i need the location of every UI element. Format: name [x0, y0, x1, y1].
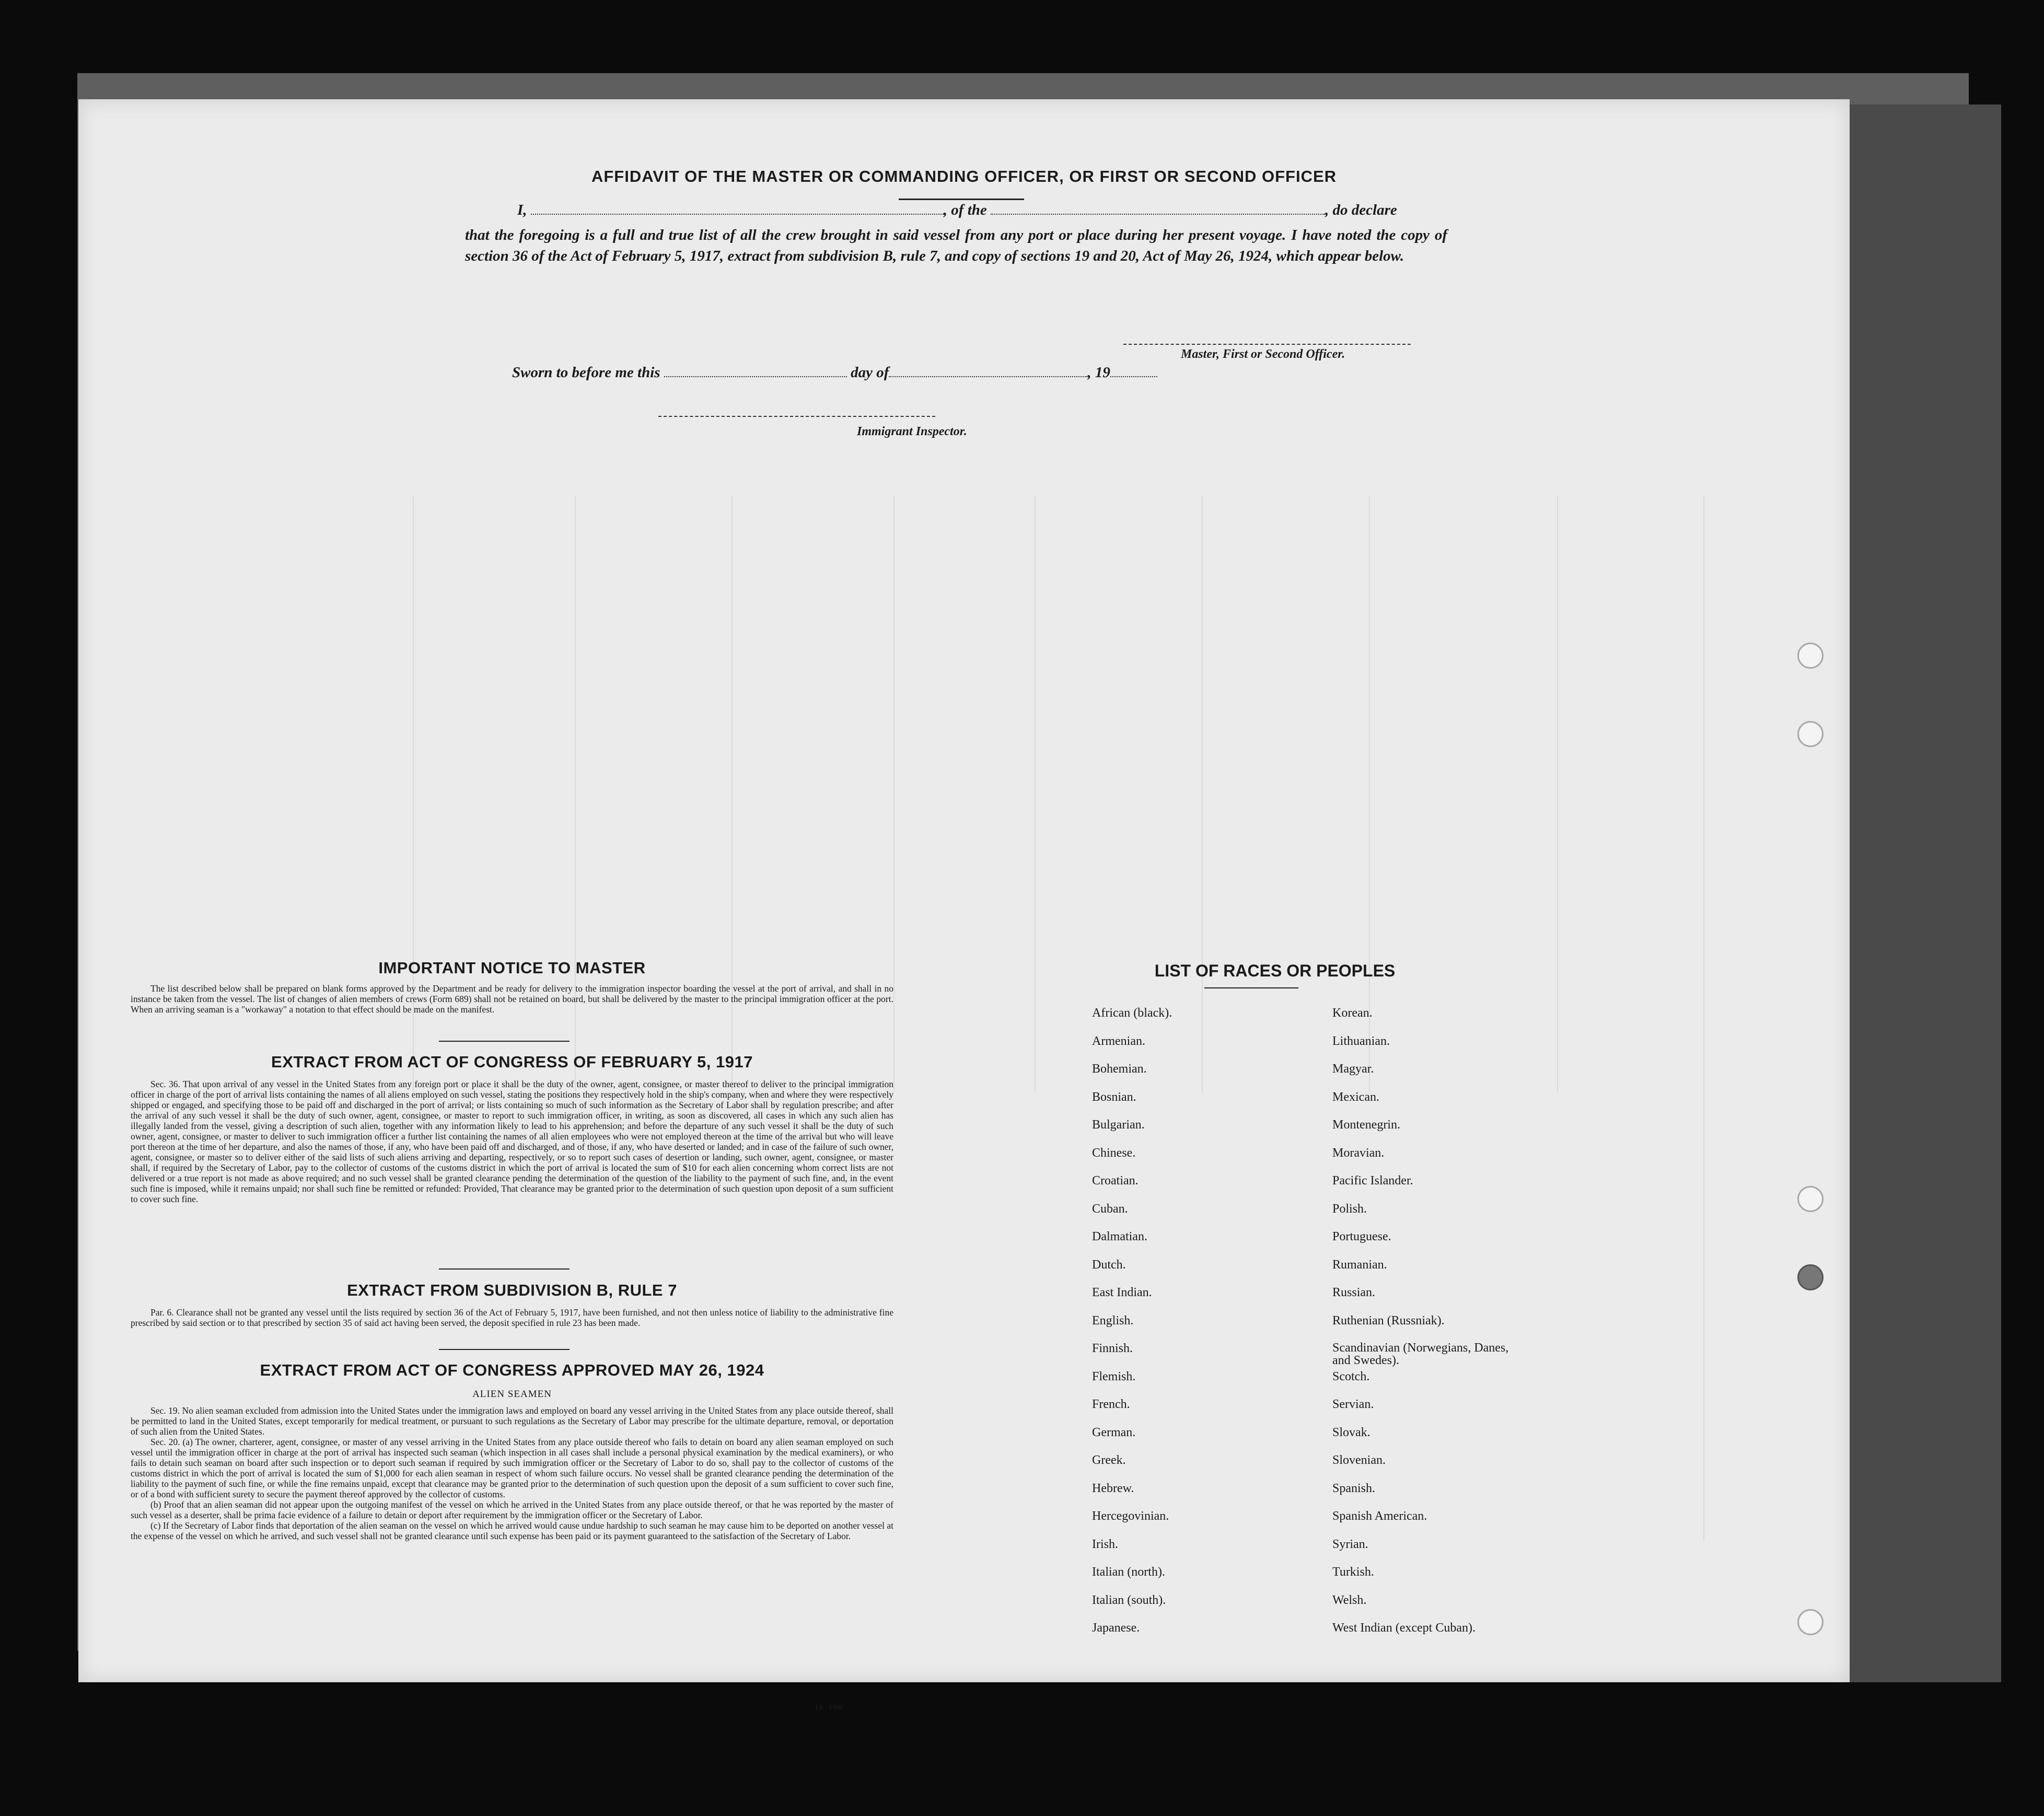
- race-item: African (black).: [1092, 1006, 1172, 1020]
- affidavit-line1: [517, 200, 1397, 220]
- punch-hole: [1797, 721, 1824, 747]
- race-item: Cuban.: [1092, 1202, 1128, 1216]
- sworn-line: [512, 362, 1157, 383]
- race-item: Turkish.: [1332, 1565, 1374, 1579]
- race-item: Scandinavian (Norwegians, Danes, and Swedes).: [1332, 1341, 1509, 1367]
- bleed-rule: [1557, 496, 1558, 1092]
- extract-1917-title: EXTRACT FROM ACT OF CONGRESS OF FEBRUARY 5, 1917: [271, 1053, 753, 1071]
- race-item: Bulgarian.: [1092, 1118, 1145, 1132]
- section-rule: [439, 1041, 570, 1042]
- race-item: German.: [1092, 1425, 1136, 1439]
- race-item: Magyar.: [1332, 1062, 1374, 1076]
- race-item: Mexican.: [1332, 1090, 1379, 1104]
- race-item: Finnish.: [1092, 1342, 1133, 1355]
- bleed-rule: [1369, 496, 1370, 1092]
- race-item: Lithuanian.: [1332, 1034, 1390, 1048]
- race-item: Japanese.: [1092, 1621, 1140, 1635]
- alien-seamen-subtitle: ALIEN SEAMEN: [472, 1389, 552, 1400]
- race-item: Welsh.: [1332, 1593, 1367, 1607]
- bleed-rule: [1703, 496, 1704, 1541]
- race-item: Hebrew.: [1092, 1481, 1134, 1495]
- notice-title: IMPORTANT NOTICE TO MASTER: [378, 959, 646, 977]
- extract-1924-text: [131, 1405, 893, 1541]
- race-item: Croatian.: [1092, 1174, 1139, 1188]
- affidavit-title: AFFIDAVIT OF THE MASTER OR COMMANDING OFFICER, OR FIRST OR SECOND OFFICER: [591, 167, 1337, 185]
- section-rule: [439, 1349, 570, 1350]
- section-19-paragraph: Sec. 19. No alien seaman excluded from admission into the United States under the immigration laws and employed on board any vessel arriving in the United States from any place outside thereof, shall be permitted to land in the United States, except temporarily for medical treatment, or pursuant to such regulations as the Secretary of Labor may prescribe for the ultimate departure, removal, or deportation of such alien from the United States.: [131, 1405, 893, 1437]
- race-item: Spanish.: [1332, 1481, 1376, 1495]
- race-item: Korean.: [1332, 1006, 1373, 1020]
- master-signature-line[interactable]: [1123, 343, 1411, 345]
- sworn-year-blank[interactable]: [1110, 376, 1157, 377]
- manifest-sheet: [78, 99, 1850, 1711]
- notice-text: [131, 983, 893, 1015]
- races-rule: [1204, 987, 1298, 988]
- bleed-rule: [1035, 496, 1036, 1092]
- race-item: Flemish.: [1092, 1369, 1136, 1383]
- race-item: Slovak.: [1332, 1425, 1371, 1439]
- race-item: East Indian.: [1092, 1286, 1152, 1299]
- sworn-month-blank[interactable]: [889, 376, 1087, 377]
- sworn-prefix: Sworn to before me this: [512, 364, 660, 381]
- form-number: 14—1360: [815, 1703, 842, 1711]
- bleed-rule: [893, 496, 895, 1092]
- race-item: Hercegovinian.: [1092, 1509, 1169, 1523]
- race-item: Bohemian.: [1092, 1062, 1147, 1076]
- race-item: Greek.: [1092, 1453, 1126, 1467]
- race-item: French.: [1092, 1398, 1130, 1411]
- affidavit-body: that the foregoing is a full and true list of all the crew brought in said vessel from any port or place during her present voyage. I have noted the copy of section 36 of the Act of February 5, 1917, extract from subdivision B, rule 7, and copy of sections 19 and 20, Act of May 26, 1924, which appear below.: [465, 227, 1447, 264]
- inspector-label: Immigrant Inspector.: [857, 425, 967, 438]
- par6-paragraph: Par. 6. Clearance shall not be granted any vessel until the lists required by section 36 of the Act of February 5, 1917, have been furnished, and not then unless notice of liability to the administrative fine prescribed by said section or to that prescribed by section 35 of said act having been served, the deposit specified in rule 23 has been made.: [131, 1307, 893, 1328]
- sworn-day-label: day of: [851, 364, 889, 381]
- race-item: Dutch.: [1092, 1258, 1126, 1272]
- sworn-day-blank[interactable]: [664, 376, 847, 377]
- race-item: Moravian.: [1332, 1146, 1385, 1160]
- inspector-signature-line[interactable]: [658, 415, 935, 417]
- rule7-title: EXTRACT FROM SUBDIVISION B, RULE 7: [347, 1281, 677, 1299]
- vessel-blank[interactable]: [991, 213, 1325, 215]
- race-item: Dalmatian.: [1092, 1230, 1147, 1243]
- race-item: Portuguese.: [1332, 1230, 1391, 1243]
- affidavit-of-the: , of the: [943, 202, 987, 218]
- race-item: Ruthenian (Russniak).: [1332, 1313, 1445, 1328]
- race-item: Russian.: [1332, 1286, 1376, 1299]
- race-item: Slovenian.: [1332, 1453, 1386, 1467]
- sworn-year-label: , 19: [1087, 364, 1110, 381]
- name-blank[interactable]: [531, 213, 944, 215]
- race-item: Scotch.: [1332, 1369, 1370, 1383]
- section-rule: [439, 1268, 570, 1270]
- race-item: Servian.: [1332, 1398, 1374, 1411]
- race-item: Irish.: [1092, 1537, 1118, 1551]
- section-20a-paragraph: Sec. 20. (a) The owner, charterer, agent, consignee, or master of any vessel arriving in the United States from any place outside thereof who fails to detain on board any alien seaman employed on such vessel until the immigration officer in charge at the port of arrival has inspected such seaman (which inspection in all cases shall include a personal physical examination by the medical examiners), or who fails to detain such seaman on board after such inspection or to deport such seaman if required by such immigration officer or the Secretary of Labor to do so, shall pay to the collector of customs of the customs district in which the port of arrival is located the sum of $1,000 for each alien seaman in respect of whom such failure occurs. No vessel shall be granted clearance pending the determination of the liability to the payment of such fine, or while the fine remains unpaid, except that clearance may be granted prior to the determination of such question upon the deposit of a sum sufficient to cover such fine, or of a bond with sufficient surety to secure the payment thereof approved by the collector of customs.: [131, 1437, 893, 1499]
- extract-1917-text: [131, 1079, 893, 1204]
- bleed-rule: [1202, 496, 1203, 1092]
- affidavit-i: I,: [517, 202, 527, 218]
- extract-1924-title: EXTRACT FROM ACT OF CONGRESS APPROVED MAY 26, 1924: [260, 1361, 764, 1379]
- race-item: Italian (north).: [1092, 1565, 1165, 1579]
- section-36-paragraph: Sec. 36. That upon arrival of any vessel in the United States from any foreign port or place it shall be the duty of the owner, agent, consignee, or master thereof to deliver to the principal immigration officer in charge of the port of arrival lists containing the names of all aliens employed on such vessel, stating the positions they respectively hold in the ship's company, when and where they were respectively shipped or engaged, and specifying those to be paid off and discharged in the port of arrival; or lists containing so much of such information as the Secretary of Labor shall by regulation prescribe; and after the arrival of any such vessel it shall be the duty of such owner, agent, consignee, or master to report to such immigration officer, in writing, as soon as discovered, all cases in which any such alien has illegally landed from the vessel, giving a description of such alien, together with any information likely to lead to his apprehension; and before the departure of any such vessel it shall be the duty of such owner, agent, consignee, or master to deliver to such immigration officer a further list containing the names of all alien employees who were not employed thereon at the time of the arrival but who will leave port thereon at the time of her departure, and also the names of those, if any, who have been paid off and discharged, and of those, if any, who have deserted or landed; and in case of the failure of such owner, agent, consignee, or master so to deliver either of the said lists of such aliens arriving and departing, respectively, or so to report such cases of desertion or landing, such owner, agent, consignee, or master shall, if required by the Secretary of Labor, pay to the collector of customs of the customs district in which the port of arrival is located the sum of $10 for each alien concerning whom correct lists are not delivered or a true report is not made as above required; and no such vessel shall be granted clearance pending the determination of the question of the liability to the payment of such fine, and, in the event such fine is imposed, while it remains unpaid; nor shall such fine be remitted or refunded: Provided, That clearance may be granted prior to the determination of such question upon deposit of a sum sufficient to cover such fine.: [131, 1079, 893, 1204]
- punch-hole: [1797, 643, 1824, 669]
- section-20c-paragraph: (c) If the Secretary of Labor finds that deportation of the alien seaman on the vessel on which he arrived would cause undue hardship to such seaman he may cause him to be deported on another vessel at the expense of the vessel on which he arrived, and such vessel shall not be granted clearance until such expense has been paid or its payment guaranteed to the satisfaction of the Secretary of Labor.: [131, 1520, 893, 1541]
- section-20b-paragraph: (b) Proof that an alien seaman did not appear upon the outgoing manifest of the vessel on which he arrived in the United States from any place outside thereof, or that he was reported by the master of such vessel as a deserter, shall be prima facie evidence of a failure to detain or deport after requirement by the immigration officer or the Secretary of Labor.: [131, 1499, 893, 1520]
- race-item: West Indian (except Cuban).: [1332, 1621, 1476, 1635]
- race-item: Spanish American.: [1332, 1509, 1427, 1523]
- affidavit-declare: , do declare: [1325, 202, 1397, 218]
- races-column-2: [1332, 1006, 1510, 1649]
- master-label: Master, First or Second Officer.: [1181, 347, 1345, 361]
- races-title: LIST OF RACES OR PEOPLES: [1154, 961, 1396, 980]
- race-item: Chinese.: [1092, 1146, 1136, 1160]
- punch-hole: [1797, 1264, 1824, 1290]
- race-item: Italian (south).: [1092, 1593, 1166, 1607]
- rule7-text: [131, 1307, 893, 1328]
- race-item: Polish.: [1332, 1202, 1367, 1216]
- race-item: Syrian.: [1332, 1537, 1368, 1551]
- race-item: Rumanian.: [1332, 1258, 1387, 1272]
- races-column-1: [1092, 1006, 1172, 1649]
- notice-paragraph: The list described below shall be prepared on blank forms approved by the Department and be ready for delivery to the immigration inspector boarding the vessel at the port of arrival, and shall in no instance be taken from the vessel. The list of changes of alien members of crews (Form 689) shall not be retained on board, but shall be delivered by the master to the principal immigration officer at the port. When an arriving seaman is a "workaway" a notation to that effect should be made on the manifest.: [131, 983, 893, 1015]
- race-item: Pacific Islander.: [1332, 1174, 1413, 1188]
- underlying-page-edge: [1844, 104, 2001, 1682]
- race-item: English.: [1092, 1313, 1134, 1328]
- punch-hole: [1797, 1186, 1824, 1212]
- race-item: Armenian.: [1092, 1034, 1145, 1048]
- punch-hole: [1797, 1609, 1824, 1635]
- race-item: Montenegrin.: [1332, 1118, 1400, 1132]
- race-item: Bosnian.: [1092, 1090, 1136, 1104]
